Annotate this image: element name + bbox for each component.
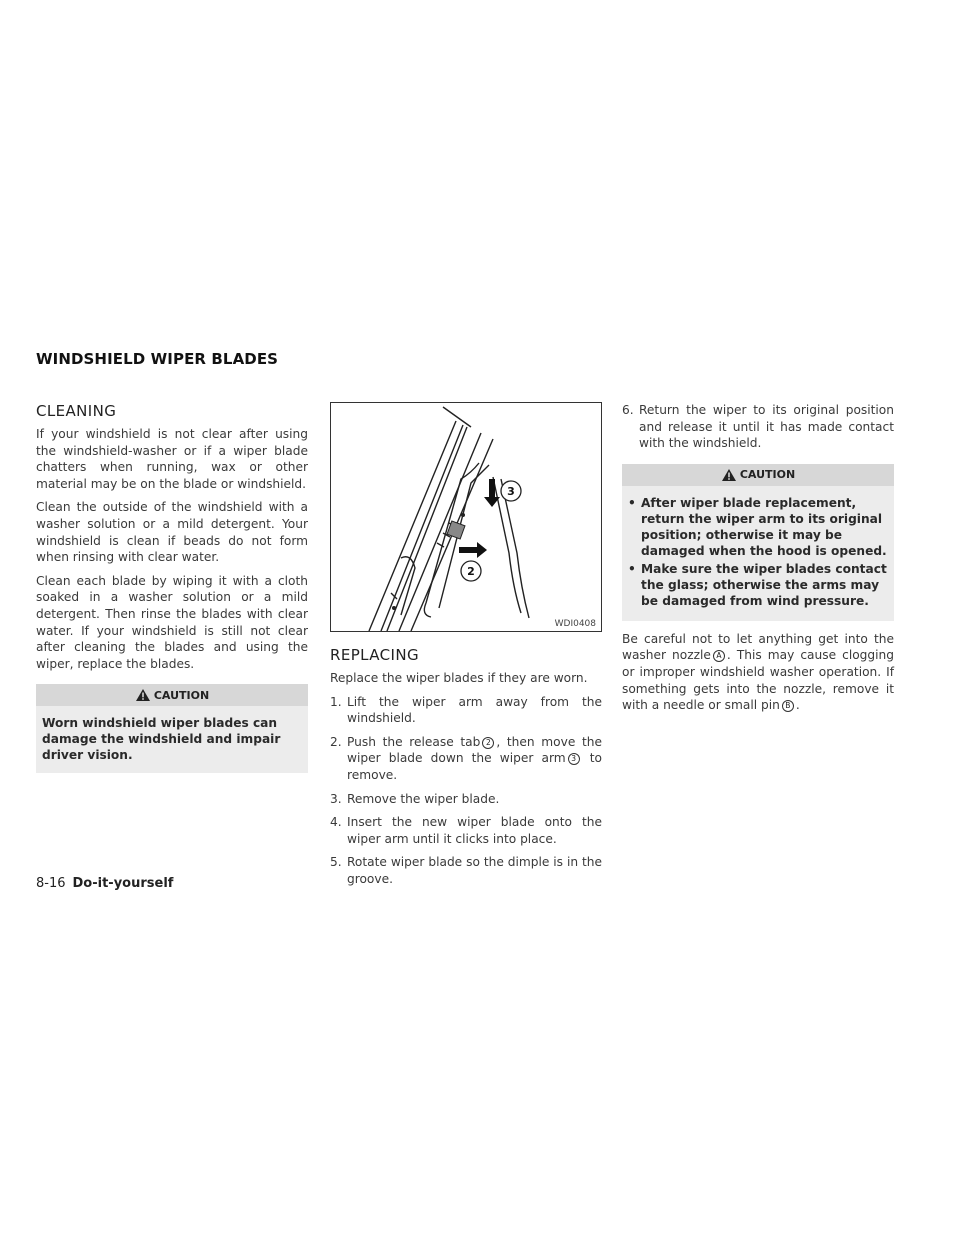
page-footer bbox=[36, 876, 173, 891]
step-text: Return the wiper to its original position and release it until it has made contact with the windshield. bbox=[639, 403, 894, 451]
caution-header bbox=[36, 684, 308, 706]
caution-item-text: Make sure the wiper blades contact the glass; otherwise the arms may be damaged from wind pressure. bbox=[641, 561, 887, 608]
step-number: 4. bbox=[330, 815, 342, 830]
caution-list bbox=[622, 486, 894, 621]
replacing-title: REPLACING bbox=[330, 646, 419, 664]
column-continued bbox=[622, 402, 894, 721]
caution-item bbox=[628, 561, 888, 609]
note-text-part: Be careful not to let anything get into the washer nozzle bbox=[622, 631, 894, 663]
step-text: Insert the new wiper blade onto the wiper arm until it clicks into place. bbox=[347, 815, 602, 846]
replacing-steps bbox=[330, 694, 602, 888]
footer-section: Do-it-yourself bbox=[72, 876, 174, 891]
callout-badge-2: 2 bbox=[482, 737, 494, 749]
caution-label: CAUTION bbox=[153, 688, 210, 702]
figure-code: WDI0408 bbox=[554, 619, 596, 629]
step-text: Lift the wiper arm away from the windshield. bbox=[347, 694, 602, 726]
callout-badge-3: 3 bbox=[568, 753, 580, 765]
step-item bbox=[330, 854, 602, 887]
caution-text: Worn windshield wiper blades can damage the windshield and impair driver vision. bbox=[36, 706, 308, 773]
step-number: 5. bbox=[330, 855, 342, 870]
cleaning-paragraph: Clean each blade by wiping it with a cloth soaked in a washer solution or a mild detergent. Then rinse the blades with clear water. If your windshield is still not clear after cleaning the blades and using the wiper, replace the blades. bbox=[36, 573, 308, 671]
step-item bbox=[622, 402, 894, 452]
column-cleaning bbox=[36, 402, 308, 783]
replacing-intro: Replace the wiper blades if they are worn. bbox=[330, 671, 588, 685]
step-number: 6. bbox=[622, 403, 634, 417]
caution-item-text: After wiper blade replacement, return the wiper arm to its original position; otherwise it may be damaged when the hood is opened. bbox=[641, 495, 887, 558]
cleaning-paragraph: Clean the outside of the windshield with a washer solution or a mild detergent. Your windshield is clean if beads do not form when rinsing with clear water. bbox=[36, 500, 308, 565]
bullet: • bbox=[628, 561, 636, 576]
nozzle-note bbox=[622, 631, 894, 714]
warning-icon bbox=[135, 688, 151, 702]
step-item bbox=[330, 791, 602, 808]
callout-badge-a: A bbox=[713, 650, 725, 662]
step-text-part: to remove. bbox=[347, 751, 603, 782]
step-number: 3. bbox=[330, 791, 342, 806]
caution-label: CAUTION bbox=[739, 468, 796, 482]
warning-icon bbox=[721, 468, 737, 482]
cleaning-paragraph: If your windshield is not clear after using the windshield-washer or if a wiper blade chatters when running, wax or other material may be on the blade or windshield. bbox=[36, 427, 308, 491]
cleaning-title: CLEANING bbox=[36, 402, 117, 420]
step-item bbox=[330, 734, 602, 784]
section-heading: WINDSHIELD WIPER BLADES bbox=[36, 350, 279, 368]
caution-item bbox=[628, 495, 888, 559]
step-item bbox=[330, 814, 602, 847]
column-replacing bbox=[330, 402, 602, 895]
replacing-steps-continued bbox=[622, 402, 894, 452]
bullet: • bbox=[628, 495, 636, 510]
note-text-part: . This may cause clogging or improper windshield washer operation. If something gets into the nozzle, remove it with a needle or small pin bbox=[622, 648, 894, 713]
step-number: 2. bbox=[330, 734, 342, 749]
page-number: 8-16 bbox=[36, 876, 66, 891]
step-text bbox=[347, 734, 602, 784]
callout-badge-b: B bbox=[782, 700, 794, 712]
wiper-diagram bbox=[331, 403, 601, 631]
caution-header bbox=[622, 464, 894, 486]
wiper-illustration bbox=[330, 402, 602, 632]
step-text-part: Push the release tab bbox=[347, 734, 481, 749]
caution-box bbox=[622, 464, 894, 621]
step-text-part: , then move the wiper blade down the wiper arm bbox=[347, 734, 602, 766]
step-item bbox=[330, 694, 602, 727]
step-text: Remove the wiper blade. bbox=[347, 791, 500, 806]
callout-2-label: 2 bbox=[467, 565, 475, 578]
step-text: Rotate wiper blade so the dimple is in the groove. bbox=[347, 855, 602, 886]
note-text-part: . bbox=[795, 698, 800, 713]
callout-3-label: 3 bbox=[507, 485, 515, 498]
caution-box bbox=[36, 684, 308, 773]
step-number: 1. bbox=[330, 694, 342, 709]
